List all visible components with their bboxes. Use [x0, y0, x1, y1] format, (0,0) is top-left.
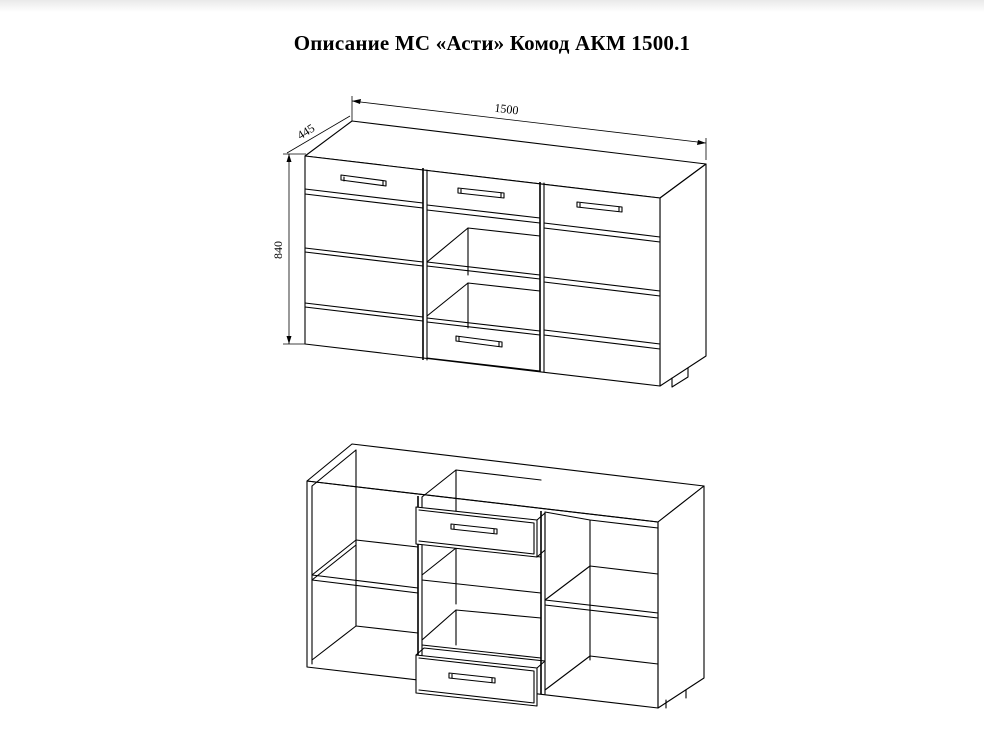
closed-chest-drawing — [271, 96, 706, 387]
height-dimension — [271, 154, 306, 344]
width-label: 1500 — [493, 100, 520, 118]
page-title: Описание МС «Асти» Комод АКМ 1500.1 — [293, 31, 691, 55]
height-label: 840 — [271, 241, 285, 259]
open-chest-drawing — [307, 444, 704, 708]
depth-label: 445 — [294, 120, 318, 143]
